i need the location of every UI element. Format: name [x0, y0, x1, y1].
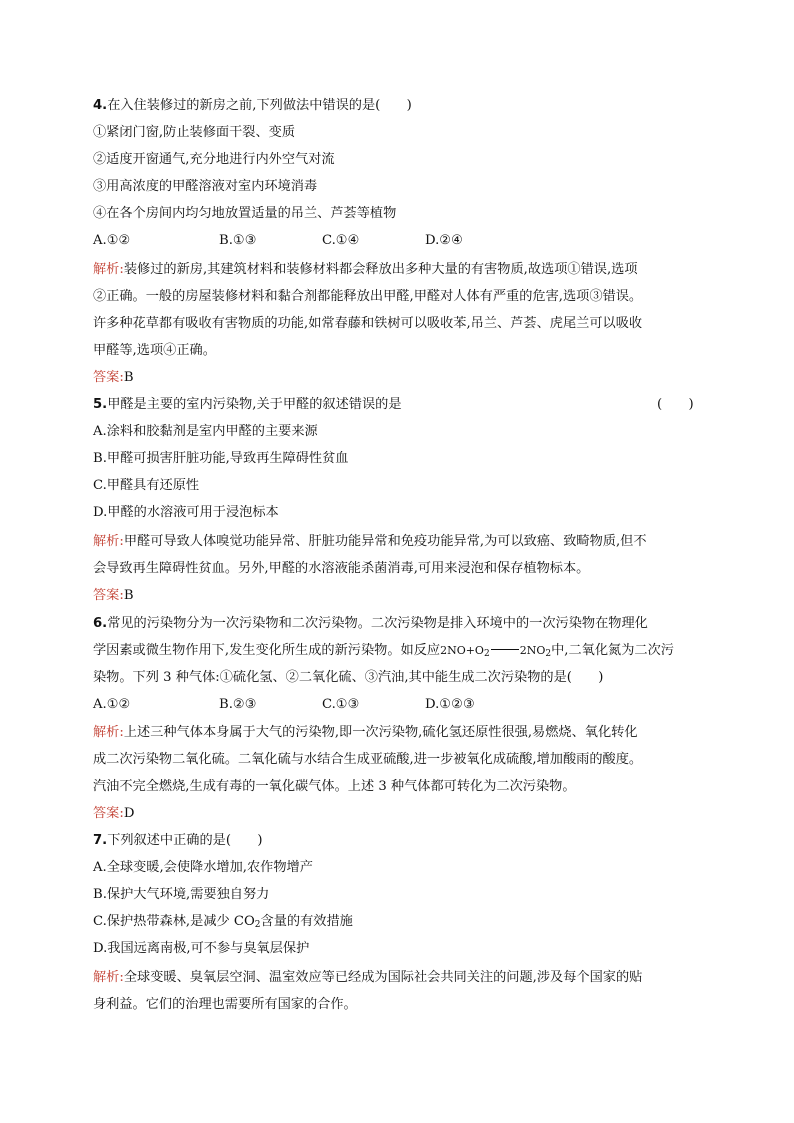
q6-option-b: B.②③	[219, 697, 257, 712]
q5-option-d: D.甲醛的水溶液可用于浸泡标本	[93, 505, 279, 520]
q4-option-a: A.①②	[93, 233, 131, 248]
q4-number: 4.	[93, 98, 108, 113]
q4-answer-value: B	[123, 370, 134, 385]
q4-analysis-line-4: 甲醛等,选项④正确。	[93, 343, 216, 358]
q4-answer	[93, 370, 705, 386]
q5-analysis-line-2: 会导致再生障碍性贫血。另外,甲醛的水溶液能杀菌消毒,可用来浸泡和保存植物标本。	[93, 561, 590, 576]
q5-bracket: ( )	[657, 397, 694, 412]
q7-option-c	[93, 914, 705, 933]
q5-option-a: A.涂料和胶黏剂是室内甲醛的主要来源	[93, 424, 318, 439]
q7-analysis-text-1: 全球变暖、臭氧层空洞、温室效应等已经成为国际社会共同关注的问题,涉及每个国家的贴	[123, 970, 643, 985]
q4-analysis-text-1: 装修过的新房,其建筑材料和装修材料都会释放出多种大量的有害物质,故选项①错误,选项	[123, 262, 638, 277]
q5-option-b: B.甲醛可损害肝脏功能,导致再生障碍性贫血	[93, 451, 349, 466]
q6-equation-left-sub: 2	[483, 649, 490, 659]
q4-answer-label: 答案:	[93, 370, 124, 385]
q6-equation-left: 2NO+O	[440, 644, 484, 657]
q4-analysis-label: 解析:	[93, 262, 124, 277]
q4-item-2: ②适度开窗通气,充分地进行内外空气对流	[93, 152, 335, 167]
q7-stem-text: 下列叙述中正确的是( )	[107, 833, 263, 848]
q7-analysis-line-1	[93, 970, 705, 986]
q4-analysis-line-1	[93, 262, 705, 278]
q6-options	[93, 697, 705, 713]
q6-analysis-label: 解析:	[93, 725, 124, 740]
q6-answer-label: 答案:	[93, 806, 124, 821]
q5-answer-value: B	[123, 588, 134, 603]
q5-analysis-label: 解析:	[93, 534, 124, 549]
q4-item-3: ③用高浓度的甲醛溶液对室内环境消毒	[93, 179, 318, 194]
q6-equation-sign	[491, 649, 519, 650]
q7-analysis-label: 解析:	[93, 970, 124, 985]
q4-stem-text: 在入住装修过的新房之前,下列做法中错误的是( )	[107, 98, 412, 113]
q6-equation-tail: 中,二氧化氮为二次污	[551, 643, 674, 658]
q4-item-4: ④在各个房间内均匀地放置适量的吊兰、芦荟等植物	[93, 206, 397, 221]
q6-analysis-line-3: 汽油不完全燃烧,生成有毒的一氧化碳气体。上述 3 种气体都可转化为二次污染物。	[93, 779, 576, 794]
q6-stem-line-3: 染物。下列 3 种气体:①硫化氢、②二氧化硫、③汽油,其中能生成二次污染物的是( )	[93, 670, 604, 685]
q7-option-c-text: C.保护热带森林,是减少 CO	[93, 914, 255, 929]
q5-option-c: C.甲醛具有还原性	[93, 478, 200, 493]
q4-option-d: D.②④	[425, 233, 463, 248]
q7-option-c-tail: 含量的有效措施	[260, 914, 353, 929]
q4-analysis-line-2: ②正确。一般的房屋装修材料和黏合剂都能释放出甲醛,甲醛对人体有严重的危害,选项③错误。	[93, 289, 643, 304]
q6-analysis-line-1	[93, 725, 705, 741]
q7-analysis-line-2: 身利益。它们的治理也需要所有国家的合作。	[93, 997, 357, 1012]
q4-analysis-line-3: 许多种花草都有吸收有害物质的功能,如常春藤和铁树可以吸收苯,吊兰、芦荟、虎尾兰可以吸收	[93, 316, 643, 331]
q6-analysis-line-2: 成二次污染物二氧化硫。二氧化硫与水结合生成亚硫酸,进一步被氧化成硫酸,增加酸雨的酸度。	[93, 752, 643, 767]
q6-option-a: A.①②	[93, 697, 131, 712]
q7-number: 7.	[93, 833, 108, 848]
q6-equation-right-sub: 2	[545, 649, 552, 659]
q6-stem-text-2: 学因素或微生物作用下,发生变化所生成的新污染物。如反应	[93, 643, 441, 658]
q6-number: 6.	[93, 616, 108, 631]
q6-analysis-text-1: 上述三种气体本身属于大气的污染物,即一次污染物,硫化氢还原性很强,易燃烧、氧化转化	[123, 725, 638, 740]
q6-stem-line-1	[93, 616, 705, 632]
q5-analysis-line-1	[93, 534, 705, 550]
q6-answer-value: D	[123, 806, 135, 821]
q5-answer	[93, 588, 705, 604]
q5-answer-label: 答案:	[93, 588, 124, 603]
q5-number: 5.	[93, 397, 108, 412]
q5-analysis-text-1: 甲醛可导致人体嗅觉功能异常、肝脏功能异常和免疫功能异常,为可以致癌、致畸物质,但不	[123, 534, 647, 549]
q7-option-a: A.全球变暖,会使降水增加,农作物增产	[93, 860, 313, 875]
q4-option-c: C.①④	[322, 233, 360, 248]
q4-options	[93, 233, 705, 249]
q7-option-c-sub: 2	[254, 920, 261, 930]
q4-item-1: ①紧闭门窗,防止装修面干裂、变质	[93, 125, 296, 140]
q6-equation-right: 2NO	[519, 644, 546, 657]
q5-stem	[93, 397, 705, 413]
q4-option-b: B.①③	[219, 233, 257, 248]
q6-stem-text-1: 常见的污染物分为一次污染物和二次污染物。二次污染物是排入环境中的一次污染物在物理化	[107, 616, 648, 631]
q7-stem	[93, 833, 705, 849]
q5-stem-text: 甲醛是主要的室内污染物,关于甲醛的叙述错误的是	[107, 397, 402, 412]
q7-option-d: D.我国远离南极,可不参与臭氧层保护	[93, 941, 310, 956]
q6-stem-line-2	[93, 643, 705, 662]
q6-option-c: C.①③	[322, 697, 360, 712]
q6-answer	[93, 806, 705, 822]
q4-stem	[93, 98, 705, 114]
q6-option-d: D.①②③	[425, 697, 475, 712]
q7-option-b: B.保护大气环境,需要独自努力	[93, 887, 270, 902]
